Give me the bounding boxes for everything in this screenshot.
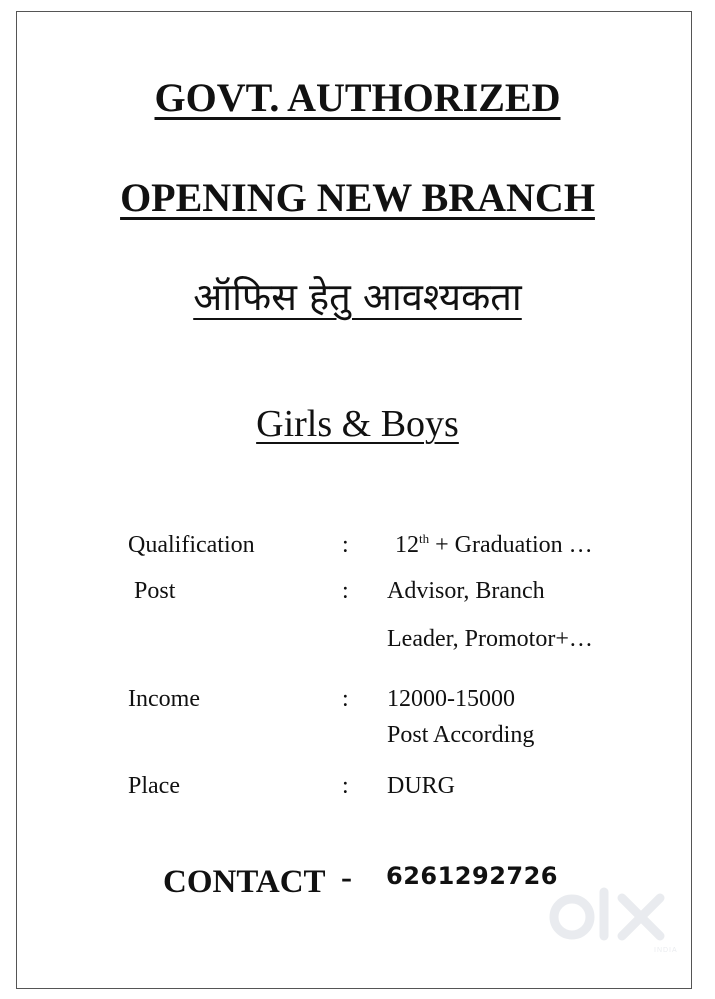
post-separator: : bbox=[342, 578, 349, 604]
contact-dash: - bbox=[341, 860, 352, 896]
post-value-line2: Leader, Promotor+… bbox=[387, 626, 593, 652]
audience-title: Girls & Boys bbox=[256, 403, 459, 445]
post-label: Post bbox=[134, 578, 176, 604]
olx-watermark-logo bbox=[548, 884, 680, 956]
income-separator: : bbox=[342, 686, 349, 712]
income-value-line2: Post According bbox=[387, 722, 535, 748]
olx-watermark-country: INDIA bbox=[654, 947, 678, 954]
hindi-subtitle: ऑफिस हेतु आवश्यकता bbox=[193, 275, 522, 319]
title-govt-authorized: GOVT. AUTHORIZED bbox=[154, 75, 561, 120]
qualification-value: 12th + Graduation … bbox=[395, 531, 593, 558]
title-opening-new-branch: OPENING NEW BRANCH bbox=[120, 175, 595, 220]
contact-phone-number[interactable]: 6261292726 bbox=[386, 862, 558, 890]
qualification-label: Qualification bbox=[128, 532, 255, 558]
place-label: Place bbox=[128, 773, 180, 799]
income-value-line1: 12000-15000 bbox=[387, 686, 515, 712]
place-separator: : bbox=[342, 773, 349, 799]
page-border bbox=[16, 11, 692, 989]
income-label: Income bbox=[128, 686, 200, 712]
qualification-separator: : bbox=[342, 532, 349, 558]
contact-label: CONTACT bbox=[163, 864, 326, 900]
place-value: DURG bbox=[387, 773, 456, 799]
post-value-line1: Advisor, Branch bbox=[387, 578, 545, 604]
olx-logo-mark bbox=[554, 892, 660, 936]
